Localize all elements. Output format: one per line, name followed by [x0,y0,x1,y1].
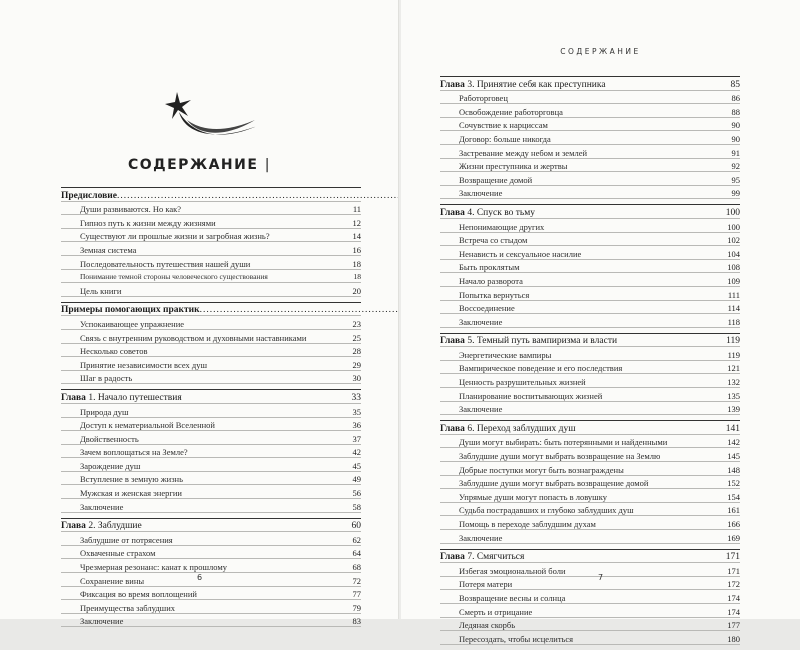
entry-page: 154 [727,491,740,502]
entry-page: 49 [352,474,361,485]
entry-title: Возвращение домой [459,174,533,185]
toc-entry-row[interactable] [440,489,740,503]
entry-title: Земная система [80,244,137,255]
toc-entry-row[interactable] [61,229,361,243]
entry-title: Застревание между небом и землей [459,147,588,158]
toc-entry-row[interactable] [440,314,740,328]
entry-title: Встреча со стыдом [459,235,528,246]
entry-page: 18 [352,258,361,269]
toc-entry-row[interactable] [440,435,740,449]
toc-entry-row[interactable] [440,388,740,402]
chapter-title: Предисловие [61,190,117,201]
entry-title: Ценность разрушительных жизней [459,377,586,388]
entry-title: Связь с внутренним руководством и духовными наставниками [80,332,307,343]
entry-page: 16 [352,244,361,255]
toc-left [61,187,361,632]
entry-title: Заблудшие души могут выбрать возвращение домой [459,478,649,489]
toc-entry-row[interactable] [61,431,361,445]
entry-title: Чрезмерная резонанс: канат к прошлому [80,562,227,573]
toc-entry-row[interactable] [440,118,740,132]
entry-page: 166 [727,519,740,529]
entry-page: 11 [352,204,361,215]
entry-page: 111 [727,289,740,300]
shooting-star-icon [165,90,260,152]
chapter-page: 141 [725,423,740,434]
entry-title: Зачем воплощаться на Земле? [80,447,188,458]
toc-entry-row[interactable] [61,270,361,284]
entry-title: Души развиваются. Но как? [80,204,182,215]
entry-title: Добрые поступки могут быть вознаграждены [459,464,624,475]
toc-entry-row[interactable] [61,357,361,371]
chapter-page: 119 [726,336,740,347]
entry-title: Вампирическое поведение и его последствия [459,363,623,374]
toc-entry-row[interactable] [61,458,361,472]
toc-entry-row[interactable] [440,287,740,301]
entry-page: 29 [352,359,361,370]
entry-page: 135 [727,390,740,401]
toc-entry-row[interactable] [61,202,361,216]
toc-entry-row[interactable] [61,499,361,513]
entry-page: 83 [352,616,361,627]
entry-title: Природа душ [80,406,129,417]
entry-title: Быть проклятым [459,262,520,273]
toc-entry-row[interactable] [440,503,740,517]
entry-page: 108 [727,262,740,273]
chapter-title: Глава 6. Переход заблудших душ [440,423,576,434]
entry-page: 58 [352,501,361,512]
toc-entry-row[interactable] [440,476,740,490]
toc-section [440,76,740,199]
entry-title: Понимание темной стороны человеческого существования [80,272,268,282]
entry-title: Упрямые души могут попасть в ловушку [459,491,607,502]
entry-page: 148 [727,464,740,475]
chapter-page: 60 [351,521,361,532]
entry-page: 45 [352,460,361,471]
entry-page: 90 [731,133,740,144]
toc-entry-row[interactable] [440,462,740,476]
toc-entry-row[interactable] [61,600,361,614]
entry-page: 118 [727,316,740,327]
entry-title: Преимущества заблудших [80,602,176,613]
left-page [0,0,399,627]
entry-page: 92 [731,161,740,172]
entry-title: Существуют ли прошлые жизни и загробная жизнь? [80,231,270,242]
toc-entry-row[interactable] [440,590,740,604]
page-number: 7 [597,573,604,582]
entry-page: 109 [727,275,740,286]
entry-page: 14 [352,231,361,242]
entry-title: Несколько советов [80,346,148,357]
entry-page: 180 [727,633,740,644]
entry-title: Судьба пострадавших и глубоко заблудших душ [459,505,634,516]
entry-title: Начало разворота [459,275,523,286]
toc-entry-row[interactable] [440,219,740,233]
entry-title: Заключение [459,188,503,199]
toc-entry-row[interactable] [440,186,740,200]
entry-page: 104 [727,248,740,259]
entry-title: Энергетические вампиры [459,349,552,360]
entry-page: 119 [727,349,740,360]
toc-entry-row[interactable] [61,546,361,560]
toc-section [61,187,361,297]
entry-page: 121 [727,363,740,374]
entry-page: 145 [727,451,740,462]
toc-chapter-row[interactable] [61,390,361,404]
toc-entry-row[interactable] [61,256,361,270]
toc-chapter-row[interactable] [440,550,740,564]
chapter-page: 85 [730,79,740,90]
chapter-title: Глава 2. Заблудшие [61,521,142,532]
entry-page: 62 [352,534,361,545]
entry-page: 142 [727,437,740,448]
toc-chapter-row[interactable] [61,188,361,202]
running-head: СОДЕРЖАНИЕ [560,47,641,56]
toc-entry-row[interactable] [440,402,740,416]
toc-entry-row[interactable] [440,260,740,274]
entry-title: Гипноз путь к жизни между жизнями [80,217,216,228]
entry-title: Принятие независимости всех душ [80,359,207,370]
toc-entry-row[interactable] [61,587,361,601]
entry-title: Освобождение работорговца [459,106,563,117]
toc-section [440,549,740,645]
toc-section [440,333,740,416]
toc-entry-row[interactable] [440,91,740,105]
entry-title: Цель книги [80,285,122,296]
entry-page: 25 [352,332,361,343]
toc-entry-row[interactable] [440,104,740,118]
toc-entry-row[interactable] [440,145,740,159]
entry-page: 68 [352,562,361,573]
entry-page: 132 [727,377,740,388]
toc-entry-row[interactable] [61,404,361,418]
entry-page: 161 [727,505,740,516]
entry-page: 18 [353,272,361,282]
toc-entry-row[interactable] [440,301,740,315]
toc-section [61,302,361,385]
entry-page: 172 [727,579,740,590]
chapter-page: 33 [351,392,361,403]
entry-page: 169 [727,532,740,543]
toc-entry-row[interactable] [61,371,361,385]
toc-entry-row[interactable] [61,559,361,573]
toc-entry-row[interactable] [440,530,740,544]
entry-title: Потеря матери [459,579,513,590]
entry-title: Работорговец [459,93,508,104]
entry-title: Успокаивающее упражнение [80,318,185,329]
entry-page: 88 [731,106,740,117]
entry-page: 95 [731,174,740,185]
entry-page: 56 [352,488,361,499]
toc-chapter-row[interactable] [440,421,740,435]
entry-title: Заблудшие души могут выбрать возвращение на Землю [459,451,661,462]
toc-entry-row[interactable] [61,344,361,358]
entry-title: Воссоединение [459,303,515,314]
toc-entry-row[interactable] [440,374,740,388]
toc-section [61,389,361,512]
entry-title: Пересоздать, чтобы исцелиться [459,633,574,644]
toc-entry-row[interactable] [61,485,361,499]
entry-title: Попытка вернуться [459,289,530,300]
entry-page: 174 [727,592,740,603]
entry-title: Ледяная скорбь [459,620,516,631]
toc-heading: СОДЕРЖАНИЕ | [127,157,272,173]
entry-title: Помощь в переходе заблудшим духам [459,519,596,529]
entry-title: Избегая эмоциональной боли [459,565,566,576]
entry-page: 20 [352,285,361,296]
toc-entry-row[interactable] [440,233,740,247]
entry-page: 102 [727,235,740,246]
entry-title: Сочувствие к нарциссам [459,120,548,131]
page-number: 6 [196,573,203,582]
entry-title: Жизни преступника и жертвы [459,161,568,172]
toc-entry-row[interactable] [440,448,740,462]
chapter-title: Глава 4. Спуск во тьму [440,207,535,218]
toc-entry-row[interactable] [440,516,740,530]
toc-entry-row[interactable] [61,316,361,330]
toc-entry-row[interactable] [61,330,361,344]
entry-title: Заключение [80,616,124,627]
entry-page: 77 [352,589,361,600]
chapter-page: 100 [725,207,740,218]
toc-entry-row[interactable] [440,347,740,361]
toc-entry-row[interactable] [61,242,361,256]
entry-title: Заключение [80,501,124,512]
chapter-page: 171 [725,552,740,563]
entry-page: 171 [727,565,740,576]
chapter-title: Глава 1. Начало путешествия [61,392,182,403]
toc-entry-row[interactable] [440,273,740,287]
toc-chapter-row[interactable] [61,519,361,533]
entry-page: 152 [727,478,740,489]
entry-page: 177 [727,620,740,631]
entry-title: Сохранение вины [80,575,145,586]
entry-title: Смерть и отрицание [459,606,533,617]
entry-title: Возвращение весны и солнца [459,592,566,603]
toc-entry-row[interactable] [440,246,740,260]
entry-page: 139 [727,404,740,415]
entry-page: 99 [731,188,740,199]
toc-section [440,420,740,543]
entry-title: Последовательность путешествия нашей души [80,258,251,269]
entry-page: 86 [731,93,740,104]
entry-page: 64 [352,548,361,559]
entry-title: Двойственность [80,433,139,444]
toc-entry-row[interactable] [61,215,361,229]
entry-page: 90 [731,120,740,131]
toc-entry-row[interactable] [440,172,740,186]
toc-entry-row[interactable] [61,283,361,297]
toc-chapter-row[interactable] [440,77,740,91]
entry-title: Заключение [459,316,503,327]
entry-page: 37 [352,433,361,444]
toc-entry-row[interactable] [440,631,740,645]
toc-chapter-row[interactable] [440,334,740,348]
entry-title: Ненависть и сексуальное насилие [459,248,582,259]
toc-entry-row[interactable] [440,159,740,173]
entry-page: 23 [352,318,361,329]
entry-page: 174 [727,606,740,617]
chapter-title: Глава 7. Смягчиться [440,552,525,563]
entry-page: 91 [731,147,740,158]
entry-title: Шаг в радость [80,373,133,384]
toc-section [440,204,740,327]
entry-page: 42 [352,447,361,458]
entry-page: 12 [352,217,361,228]
entry-page: 35 [352,406,361,417]
entry-title: Зарождение душ [80,460,141,471]
entry-page: 114 [727,303,740,314]
toc-entry-row[interactable] [61,472,361,486]
toc-right [440,76,740,650]
toc-entry-row[interactable] [440,131,740,145]
entry-title: Заключение [459,532,503,543]
entry-page: 36 [352,420,361,431]
entry-page: 100 [727,221,740,232]
toc-entry-row[interactable] [440,618,740,632]
entry-title: Охваченные страхом [80,548,156,559]
toc-chapter-row[interactable] [61,303,361,317]
toc-entry-row[interactable] [440,604,740,618]
entry-title: Фиксация во время воплощений [80,589,197,600]
entry-title: Души могут выбирать: быть потерянными и найденными [459,437,668,448]
entry-page: 72 [352,575,361,586]
entry-title: Заключение [459,404,503,415]
right-page [401,0,800,644]
chapter-title: Глава 3. Принятие себя как преступника [440,79,606,90]
entry-page: 28 [352,346,361,357]
chapter-title: Примеры помогающих практик [61,305,200,316]
toc-entry-row[interactable] [61,418,361,432]
entry-title: Доступ к нематериальной Вселенной [80,420,215,431]
entry-title: Договор: больше никогда [459,133,551,144]
entry-title: Мужская и женская энергии [80,488,182,499]
toc-entry-row[interactable] [440,361,740,375]
toc-entry-row[interactable] [61,532,361,546]
entry-title: Непонимающие других [459,221,545,232]
chapter-title: Глава 5. Темный путь вампиризма и власти [440,336,618,347]
entry-page: 30 [352,373,361,384]
entry-title: Вступление в земную жизнь [80,474,183,485]
toc-chapter-row[interactable] [440,205,740,219]
toc-entry-row[interactable] [61,614,361,628]
entry-title: Планирование воспитывающих жизней [459,390,603,401]
entry-title: Заблудшие от потрясения [80,534,173,545]
entry-page: 79 [352,602,361,613]
toc-entry-row[interactable] [61,445,361,459]
